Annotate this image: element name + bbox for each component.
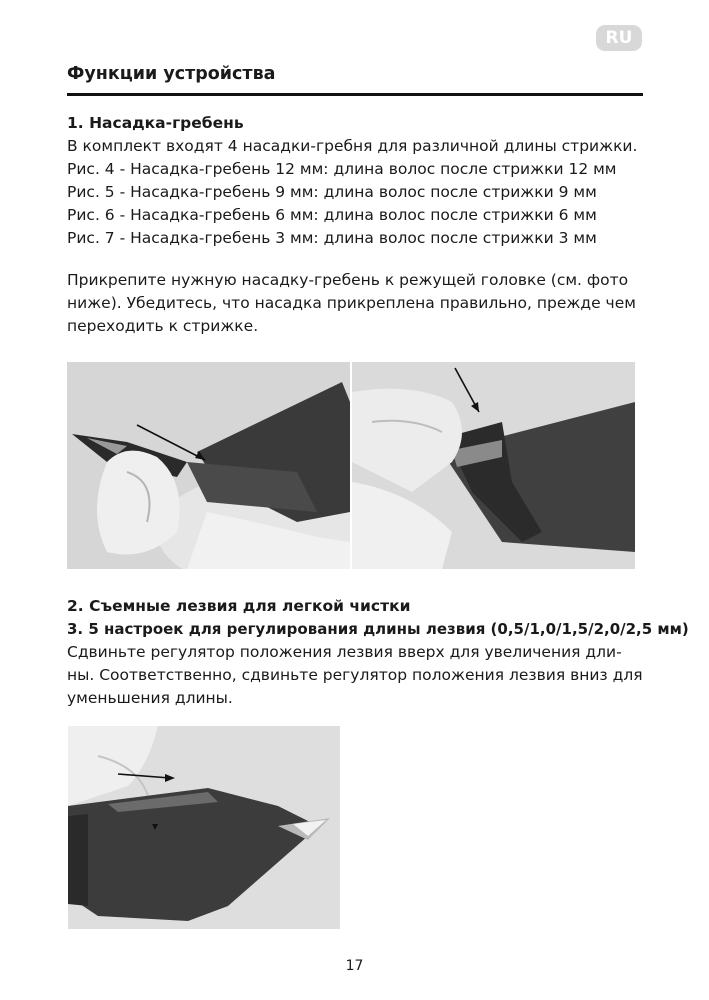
section1-line: В комплект входят 4 насадки-гребня для различной длины стрижки. (67, 137, 638, 155)
section3-line: ны. Соответственно, сдвиньте регулятор положения лезвия вниз для (67, 666, 643, 684)
section1-line: Рис. 4 - Насадка-гребень 12 мм: длина волос после стрижки 12 мм (67, 160, 617, 178)
section3-line: Сдвиньте регулятор положения лезвия вверх для увеличения дли- (67, 643, 622, 661)
blade-adjust-photo (68, 726, 340, 929)
language-badge: RU (596, 25, 642, 51)
attach-instruction-line: ниже). Убедитесь, что насадка прикреплена правильно, прежде чем (67, 294, 636, 312)
title-divider (67, 93, 643, 96)
attach-instruction-line: Прикрепите нужную насадку-гребень к режущей головке (см. фото (67, 271, 629, 289)
section1-line: Рис. 6 - Насадка-гребень 6 мм: длина волос после стрижки 6 мм (67, 206, 597, 224)
section3-heading: 3. 5 настроек для регулирования длины лезвия (0,5/1,0/1,5/2,0/2,5 мм) (67, 620, 689, 638)
section1-heading: 1. Насадка-гребень (67, 114, 244, 132)
attach-instruction-line: переходить к стрижке. (67, 317, 259, 335)
section1-line: Рис. 5 - Насадка-гребень 9 мм: длина волос после стрижки 9 мм (67, 183, 597, 201)
comb-attach-photo-right (352, 362, 635, 569)
page-title: Функции устройства (67, 64, 276, 84)
page-number: 17 (345, 958, 364, 974)
section2-heading: 2. Съемные лезвия для легкой чистки (67, 597, 411, 615)
comb-attach-photo-left (67, 362, 350, 569)
section1-line: Рис. 7 - Насадка-гребень 3 мм: длина волос после стрижки 3 мм (67, 229, 597, 247)
section3-line: уменьшения длины. (67, 689, 233, 707)
